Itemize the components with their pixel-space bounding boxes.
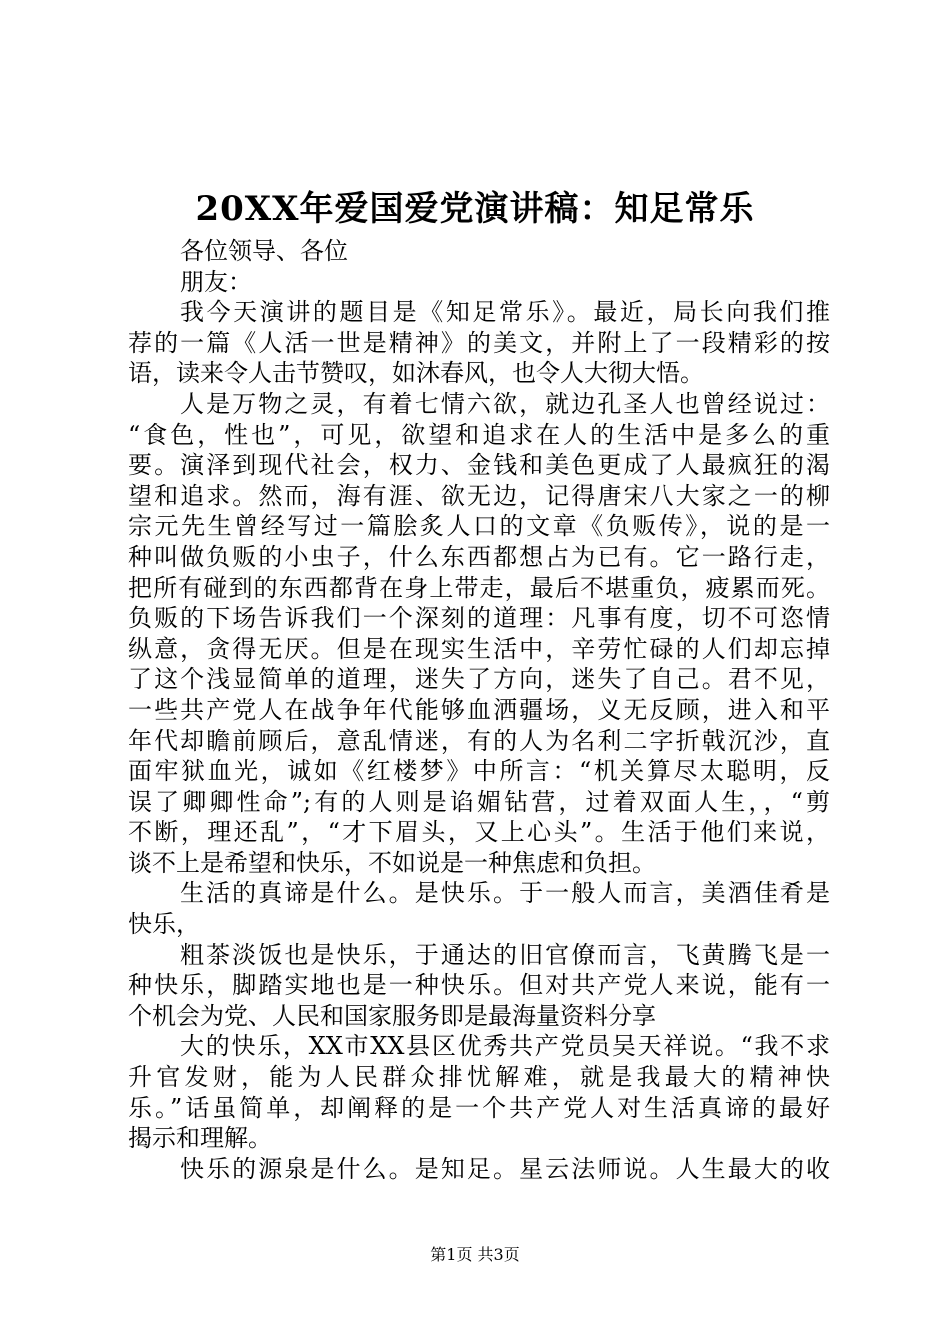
text-line: 荐的一篇《人活一世是精神》的美文，并附上了一段精彩的按	[128, 328, 830, 357]
text-line: 揭示和理解。	[128, 1124, 272, 1153]
text-line: 快乐，	[128, 910, 200, 939]
text-line: 把所有碰到的东西都背在身上带走，最后不堪重负，疲累而死。	[128, 573, 830, 602]
text-line: “食色，性也”，可见，欲望和追求在人的生活中是多么的重	[128, 420, 830, 449]
text-line: 要。演泽到现代社会，权力、金钱和美色更成了人最疯狂的渴	[128, 451, 830, 480]
text-line: 一些共产党人在战争年代能够血洒疆场，义无反顾，进入和平	[128, 695, 830, 724]
text-line: 误了卿卿性命”;有的人则是谄媚钻营，过着双面人生，，“剪	[128, 787, 830, 816]
text-line: 我今天演讲的题目是《知足常乐》。最近，局长向我们推	[180, 298, 830, 327]
text-line: 个机会为党、人民和国家服务即是最海量资料分享	[128, 1001, 656, 1030]
text-line: 负贩的下场告诉我们一个深刻的道理：凡事有度，切不可恣情	[128, 604, 830, 633]
text-line: 不断，理还乱”，“才下眉头，又上心头”。生活于他们来说，	[128, 818, 830, 847]
text-line: 种快乐，脚踏实地也是一种快乐。但对共产党人来说，能有一	[128, 971, 830, 1000]
text-line: 面牢狱血光，诚如《红楼梦》中所言：“机关算尽太聪明，反	[128, 757, 830, 786]
text-line: 粗茶淡饭也是快乐，于通达的旧官僚而言，飞黄腾飞是一	[180, 940, 830, 969]
text-line: 了这个浅显简单的道理，迷失了方向，迷失了自己。君不见，	[128, 665, 830, 694]
text-line: 生活的真谛是什么。是快乐。于一般人而言，美酒佳肴是	[180, 879, 830, 908]
text-line: 望和追求。然而，海有涯、欲无边，记得唐宋八大家之一的柳	[128, 481, 830, 510]
text-line: 宗元先生曾经写过一篇脍炙人口的文章《负贩传》，说的是一	[128, 512, 830, 541]
text-line: 谈不上是希望和快乐，不如说是一种焦虑和负担。	[128, 848, 656, 877]
text-line: 纵意，贪得无厌。但是在现实生活中，辛劳忙碌的人们却忘掉	[128, 634, 830, 663]
text-line: 人是万物之灵，有着七情六欲，就边孔圣人也曾经说过：	[180, 389, 830, 418]
text-line: 年代却瞻前顾后，意乱情迷，有的人为名利二字折戟沉沙，直	[128, 726, 830, 755]
text-line: 大的快乐，XX市XX县区优秀共产党员吴天祥说。“我不求	[180, 1032, 830, 1061]
text-line: 种叫做负贩的小虫子，什么东西都想占为已有。它一路行走，	[128, 542, 830, 571]
text-line: 语，读来令人击节赞叹，如沐春风，也令人大彻大悟。	[128, 359, 704, 388]
page-footer: 第1页 共3页	[430, 1245, 520, 1264]
text-line: 各位领导、各位	[180, 237, 348, 265]
text-line: 乐。”话虽简单，却阐释的是一个共产党人对生活真谛的最好	[128, 1093, 830, 1122]
document-title: 20XX年爱国爱党演讲稿：知足常乐	[195, 189, 755, 229]
text-line: 升官发财，能为人民群众排忧解难，就是我最大的精神快	[128, 1063, 830, 1092]
text-line: 朋友：	[180, 267, 252, 296]
text-line: 快乐的源泉是什么。是知足。星云法师说。人生最大的收	[180, 1154, 830, 1183]
document-body	[128, 236, 830, 1184]
